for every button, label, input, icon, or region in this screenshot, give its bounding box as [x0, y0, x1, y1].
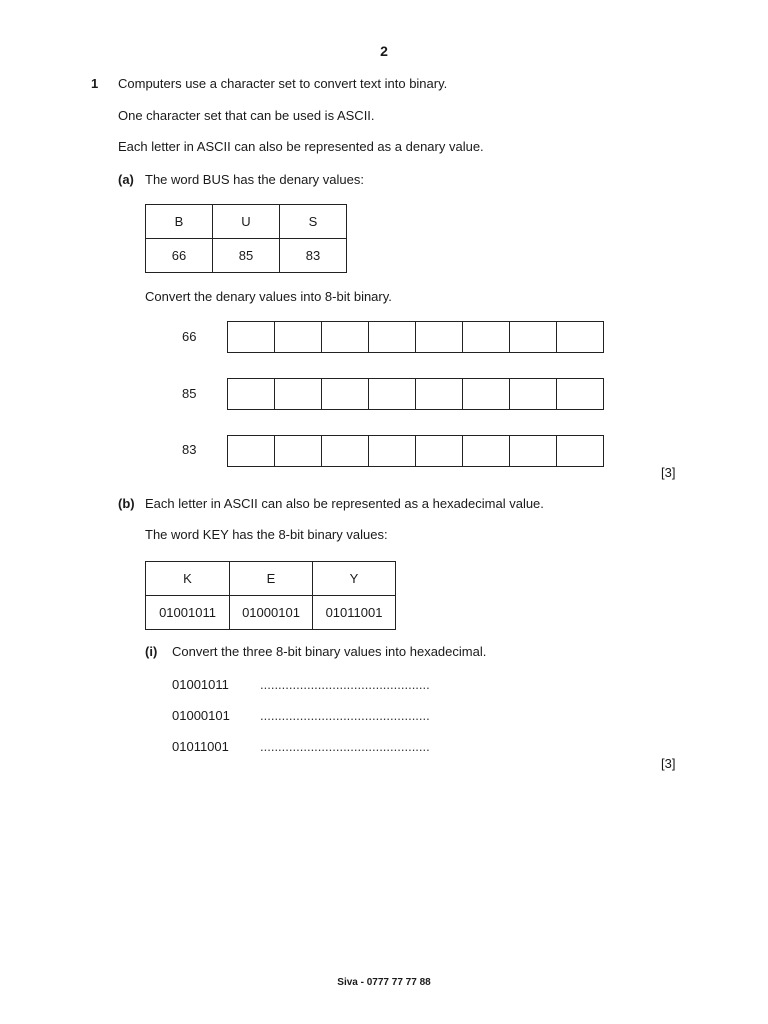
answer-line[interactable]: ............................................... — [260, 677, 430, 692]
bit-box[interactable] — [510, 322, 557, 352]
part-a-text: The word BUS has the denary values: — [145, 172, 364, 187]
part-b-text: Each letter in ASCII can also be represented as a hexadecimal value. — [145, 496, 544, 511]
part-i-text: Convert the three 8-bit binary values into hexadecimal. — [172, 644, 487, 659]
bit-box[interactable] — [275, 379, 322, 409]
binary-row-label: 85 — [182, 386, 197, 401]
bit-box[interactable] — [275, 322, 322, 352]
value-cell: 83 — [280, 239, 347, 273]
answer-line[interactable]: ............................................... — [260, 739, 430, 754]
bit-box[interactable] — [322, 436, 369, 466]
footer-text: Siva - 0777 77 77 88 — [337, 977, 431, 988]
bit-box[interactable] — [463, 379, 510, 409]
bit-box[interactable] — [557, 379, 603, 409]
binary-row-label: 66 — [182, 329, 197, 344]
answer-line[interactable]: ............................................... — [260, 708, 430, 723]
bit-box[interactable] — [369, 379, 416, 409]
hex-row-label: 01001011 — [172, 677, 229, 692]
letter-cell: U — [213, 205, 280, 239]
bit-box[interactable] — [416, 379, 463, 409]
letter-cell: S — [280, 205, 347, 239]
bit-box[interactable] — [463, 436, 510, 466]
question-number: 1 — [91, 76, 99, 91]
bit-box[interactable] — [322, 322, 369, 352]
letter-cell: Y — [313, 562, 396, 596]
value-cell: 01011001 — [313, 596, 396, 630]
bit-box[interactable] — [322, 379, 369, 409]
part-a-label: (a) — [118, 172, 134, 187]
binary-row-label: 83 — [182, 442, 197, 457]
part-b-label: (b) — [118, 496, 135, 511]
bit-box[interactable] — [510, 436, 557, 466]
value-cell: 66 — [146, 239, 213, 273]
binary-answer-boxes[interactable] — [227, 435, 604, 467]
part-a-instruction: Convert the denary values into 8-bit binary. — [145, 289, 392, 304]
intro-line-2: One character set that can be used is ASCII. — [118, 108, 375, 123]
bit-box[interactable] — [369, 436, 416, 466]
value-cell: 01001011 — [146, 596, 230, 630]
bit-box[interactable] — [228, 436, 275, 466]
bit-box[interactable] — [369, 322, 416, 352]
bit-box[interactable] — [557, 322, 603, 352]
page-number: 2 — [380, 43, 388, 59]
part-b-subtext: The word KEY has the 8-bit binary values: — [145, 527, 388, 542]
hex-row-label: 01000101 — [172, 708, 230, 723]
intro-line-3: Each letter in ASCII can also be represented as a denary value. — [118, 139, 484, 154]
bit-box[interactable] — [275, 436, 322, 466]
letter-cell: B — [146, 205, 213, 239]
bit-box[interactable] — [463, 322, 510, 352]
value-cell: 01000101 — [230, 596, 313, 630]
part-i-label: (i) — [145, 644, 158, 659]
bus-denary-table — [145, 204, 347, 273]
bit-box[interactable] — [557, 436, 603, 466]
letter-cell: K — [146, 562, 230, 596]
value-cell: 85 — [213, 239, 280, 273]
binary-answer-boxes[interactable] — [227, 378, 604, 410]
binary-answer-boxes[interactable] — [227, 321, 604, 353]
hex-row-label: 01011001 — [172, 739, 229, 754]
marks-a: [3] — [661, 465, 676, 480]
bit-box[interactable] — [416, 436, 463, 466]
bit-box[interactable] — [510, 379, 557, 409]
marks-b-i: [3] — [661, 756, 676, 771]
bit-box[interactable] — [228, 379, 275, 409]
letter-cell: E — [230, 562, 313, 596]
key-binary-table — [145, 561, 396, 630]
intro-line-1: Computers use a character set to convert text into binary. — [118, 76, 448, 91]
bit-box[interactable] — [228, 322, 275, 352]
bit-box[interactable] — [416, 322, 463, 352]
